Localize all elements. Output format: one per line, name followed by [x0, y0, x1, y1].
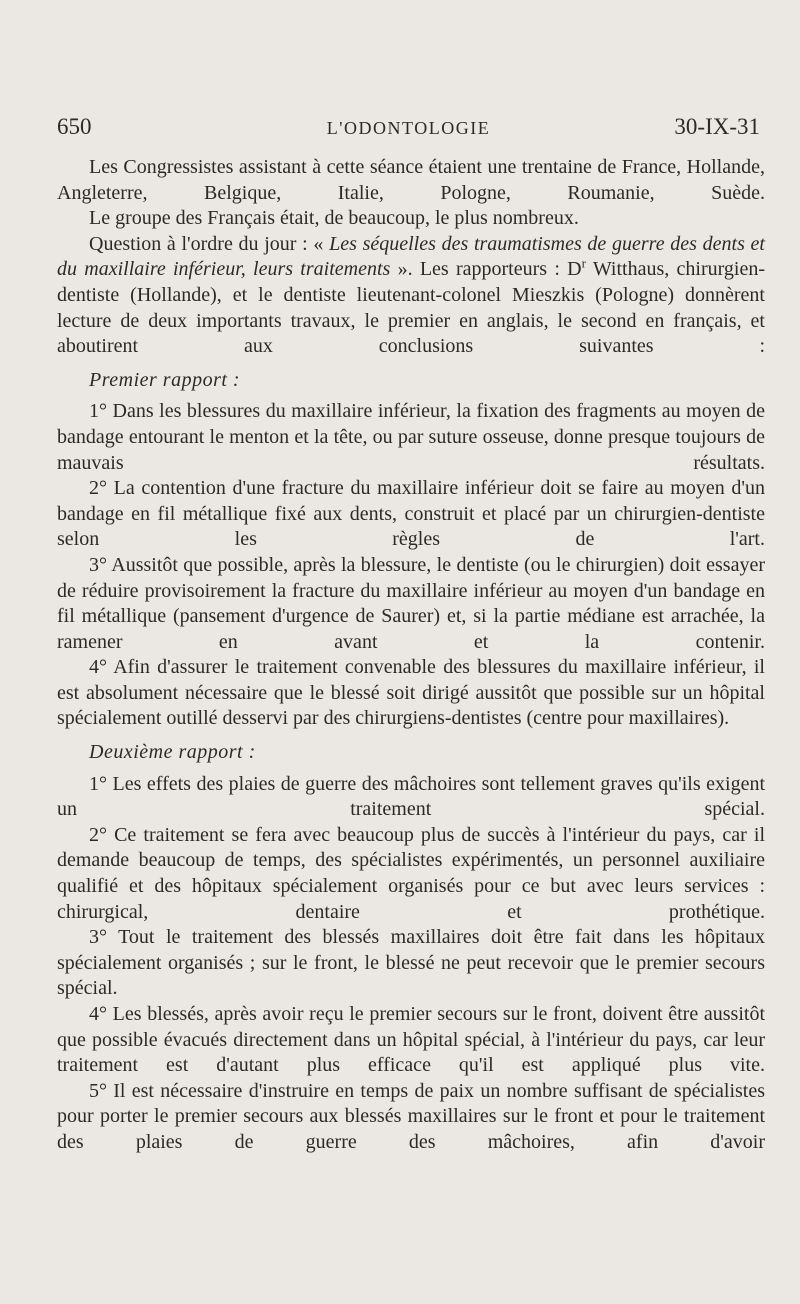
- question-title: Les séquelles des traumatismes de guerre des dents et du maxillaire inférieur, leurs traitements: [57, 232, 765, 281]
- deuxieme-item-5: 5° Il est nécessaire d'instruire en temps de paix un nombre suffisant de spécialistes pour porter le premier secours aux blessés maxillaires sur le front et pour le traitement des plaies de guerre des mâchoires, afin d'avoir: [57, 1079, 765, 1153]
- premier-item-3: 3° Aussitôt que possible, après la blessure, le dentiste (ou le chirurgien) doit essayer de réduire provisoirement la fracture du maxillaire inférieur au moyen d'un bandage en fil métallique (pansement d'urgence de Saurer) et, si la partie médiane est arrachée, la ramener en avant et la contenir.: [57, 553, 765, 653]
- paragraph-groupe: Le groupe des Français était, de beaucoup, le plus nombreux.: [89, 207, 579, 230]
- body-text: [57, 155, 765, 1156]
- question-text-c: Witthaus, chirurgien-dentiste (Hollande), et le dentiste lieutenant-colonel Mieszkis (Pologne) donnèrent lecture de deux importants travaux, le premier en anglais, le second en français, et aboutirent aux conclusions suivantes :: [57, 258, 766, 358]
- paragraph-congressistes: Les Congressistes assistant à cette séance étaient une trentaine de France, Hollande, Angleterre, Belgique, Italie, Pologne, Roumanie, Suède.: [57, 156, 765, 204]
- issue-date: 30-IX-31: [674, 114, 760, 139]
- paragraph-question: [57, 232, 765, 360]
- premier-item-1: 1° Dans les blessures du maxillaire inférieur, la fixation des fragments au moyen de bandage entourant le menton et la tête, ou par suture osseuse, donne presque toujours de mauvais résultats.: [57, 400, 765, 474]
- page-header: [57, 112, 760, 142]
- page-number: 650: [57, 114, 92, 139]
- premier-item-4: 4° Afin d'assurer le traitement convenable des blessures du maxillaire inférieur, il est absolument nécessaire que le blessé soit dirigé aussitôt que possible sur un hôpital spécialement outillé desservi par des chirurgiens-dentistes (centre pour maxillaires).: [57, 656, 765, 730]
- deuxieme-item-4: 4° Les blessés, après avoir reçu le premier secours sur le front, doivent être aussitôt que possible évacués directement dans un hôpital spécial, à l'intérieur du pays, car leur traitement est d'autant plus efficace qu'il est appliqué plus vite.: [57, 1003, 765, 1077]
- premier-rapport-heading: Premier rapport :: [89, 368, 241, 391]
- question-text-b: ». Les rapporteurs : D: [390, 258, 582, 281]
- deuxieme-item-1: 1° Les effets des plaies de guerre des mâchoires sont tellement graves qu'ils exigent un traitement spécial.: [57, 772, 765, 821]
- premier-item-2: 2° La contention d'une fracture du maxillaire inférieur doit se faire au moyen d'un bandage en fil métallique fixé aux dents, construit et placé par un chirurgien-dentiste selon les règles de l'art.: [57, 477, 765, 551]
- deuxieme-item-2: 2° Ce traitement se fera avec beaucoup plus de succès à l'intérieur du pays, car il demande beaucoup de temps, des spécialistes expérimentés, un personnel auxiliaire qualifié et des hôpitaux spécialement organisés pour ce but avec leurs services : chirurgical, dentaire et prothétique.: [57, 823, 765, 923]
- title-superscript: r: [581, 255, 586, 271]
- question-text-a: Question à l'ordre du jour : «: [89, 232, 330, 255]
- deuxieme-item-3: 3° Tout le traitement des blessés maxillaires doit être fait dans les hôpitaux spécialement organisés ; sur le front, le blessé ne peut recevoir que le premier secours spécial.: [57, 926, 765, 1000]
- running-title: L'ODONTOLOGIE: [326, 118, 491, 138]
- deuxieme-rapport-heading: Deuxième rapport :: [89, 741, 256, 764]
